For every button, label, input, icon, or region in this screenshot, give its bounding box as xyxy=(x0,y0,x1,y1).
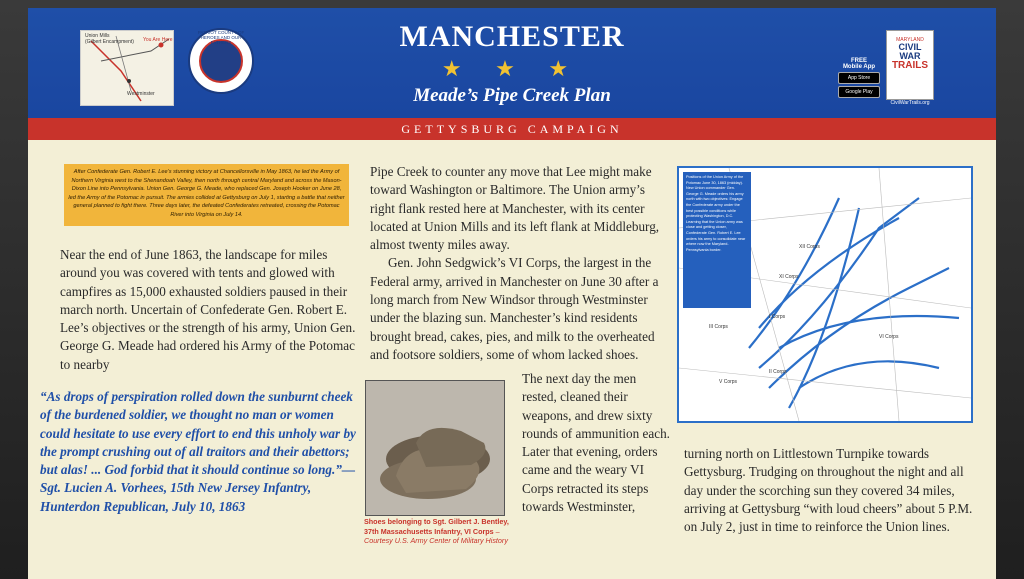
body-column-2-paragraph-1 xyxy=(370,163,665,364)
page-title: MANCHESTER xyxy=(399,20,625,53)
mobile-app-badges xyxy=(836,58,882,100)
mobile-app-label: Mobile App xyxy=(842,64,876,70)
shoe-icon xyxy=(366,381,504,515)
free-label: FREE xyxy=(850,58,867,64)
photo-caption xyxy=(364,517,509,546)
col2-p2: Gen. John Sedgwick’s VI Corps, the largest in the Federal army, arrived in Manchester on June 30 after a long march from New Windsor through Westminster under the blazing sun. Manchester’s kind residents brought bread, cakes, pies, and milk to the overheated and footsore soldiers, some of whom lacked shoes. xyxy=(370,255,659,362)
col2-p1: Pipe Creek to counter any move that Lee might make toward Washington or Baltimore. The Union army’s right flank rested here at Manchester, with its center located at Union Mills and its left flank at Middleburg, almost twenty miles away. xyxy=(370,164,660,253)
troop-positions-map xyxy=(677,166,973,423)
map-label-union-mills: Union Mills xyxy=(85,33,110,39)
stars-decoration: ★ ★ ★ xyxy=(441,56,583,81)
header-banner xyxy=(28,8,996,118)
historical-marker-panel xyxy=(28,8,996,579)
map-label-i-corps: I Corps xyxy=(769,314,786,320)
shoes-photo xyxy=(365,380,505,516)
civil-war-trails-logo xyxy=(886,30,934,100)
app-store-badge: App Store xyxy=(838,72,880,84)
map-label-iii-corps: III Corps xyxy=(709,324,728,330)
map-label-xi-corps: XI Corps xyxy=(779,274,799,280)
trails-line1: CIVIL WAR xyxy=(898,42,922,61)
map-label-vi-corps: VI Corps xyxy=(879,334,899,340)
body-column-3: turning north on Littlestown Turnpike towards Gettysburg. Trudging on throughout the night and all day under the scorching sun they covered 34 miles, arriving at Gettysburg “with loud cheers” about 5 P.M. on July 2, just in time to reinforce the Union lines. xyxy=(684,446,973,535)
body-column-1: Near the end of June 1863, the landscape for miles around you was covered with tents and glowed with campfires as 15,000 exhausted soldiers paused in their march north. Uncertain of Confederate Gen. Robert E. Lee’s objectives or the strength of his army, Union Gen. George G. Meade had ordered his Army of the Potomac to nearby xyxy=(60,247,356,372)
map-label-union-mills-sub: (Gilbert Encampment) xyxy=(85,39,134,45)
map-label-ii-corps: II Corps xyxy=(769,369,787,375)
map-label-westminster: Westminster xyxy=(127,91,155,97)
map-label-v-corps: V Corps xyxy=(719,379,738,385)
caption-credit: – Courtesy U.S. Army Center of Military History xyxy=(364,526,508,546)
trails-line2: TRAILS xyxy=(891,60,929,71)
campaign-bar: GETTYSBURG CAMPAIGN xyxy=(28,118,996,140)
trails-state: MARYLAND xyxy=(896,37,924,43)
soldier-quote: “As drops of perspiration rolled down the sunburnt cheek of the burdened soldier, we thought no man or women could hesitate to use every effort to end this unholy war by the prompt crushing out of all traitors and their abettors; but alas! ... God forbid that it should continue so long.”—Sgt. Lucien A. Vorhees, 15th New Jersey Infantry, Hunterdon Republican, July 10, 1863 xyxy=(40,389,356,514)
page-subtitle: Meade’s Pipe Creek Plan xyxy=(413,85,611,106)
caption-main: Shoes belonging to Sgt. Gilbert J. Bentley, 37th Massachusetts Infantry, VI Corps xyxy=(364,517,509,536)
seal-text: PATRIOT COUNTY OF HEROES AND OUR FATHERS xyxy=(197,30,245,45)
google-play-badge: Google Play xyxy=(838,86,880,98)
body-column-2-paragraph-3: The next day the men rested, cleaned their weapons, and drew sixty rounds of ammunition each. Later that evening, orders came and the weary VI Corps retracted its steps towards Westminster, xyxy=(522,371,670,515)
map-label-xii-corps: XII Corps xyxy=(799,244,820,250)
trails-url: CivilWarTrails.org xyxy=(890,100,930,106)
map-legend: Positions of the Union Army of the Potomac June 30, 1863 (midday). New Union commander Gen. George G. Meade orders his army north with two objectives: Engage the Confederate army under the best possible conditions while protecting Washington, D.C. Learning that the Union army was close and getting closer, Confederate Gen. Robert E. Lee orders his army to consolidate near where now the Maryland-Pennsylvania border. xyxy=(683,172,751,308)
map-label-you-are-here: You Are Here xyxy=(143,37,173,43)
intro-box: After Confederate Gen. Robert E. Lee’s stunning victory at Chancellorsville in May 1863, he led the Army of Northern Virginia west to the Shenandoah Valley, then north through central Maryland and across the Mason-Dixon Line into Pennsylvania. Union Gen. George G. Meade, who replaced Gen. Joseph Hooker on June 28, led the Army of the Potomac in pursuit. The armies collided at Gettysburg on July 1, starting a battle that neither general planned to fight there. Three days later, the defeated Confederates retreated, crossing the Potomac River into Virginia on July 14. xyxy=(64,164,349,226)
